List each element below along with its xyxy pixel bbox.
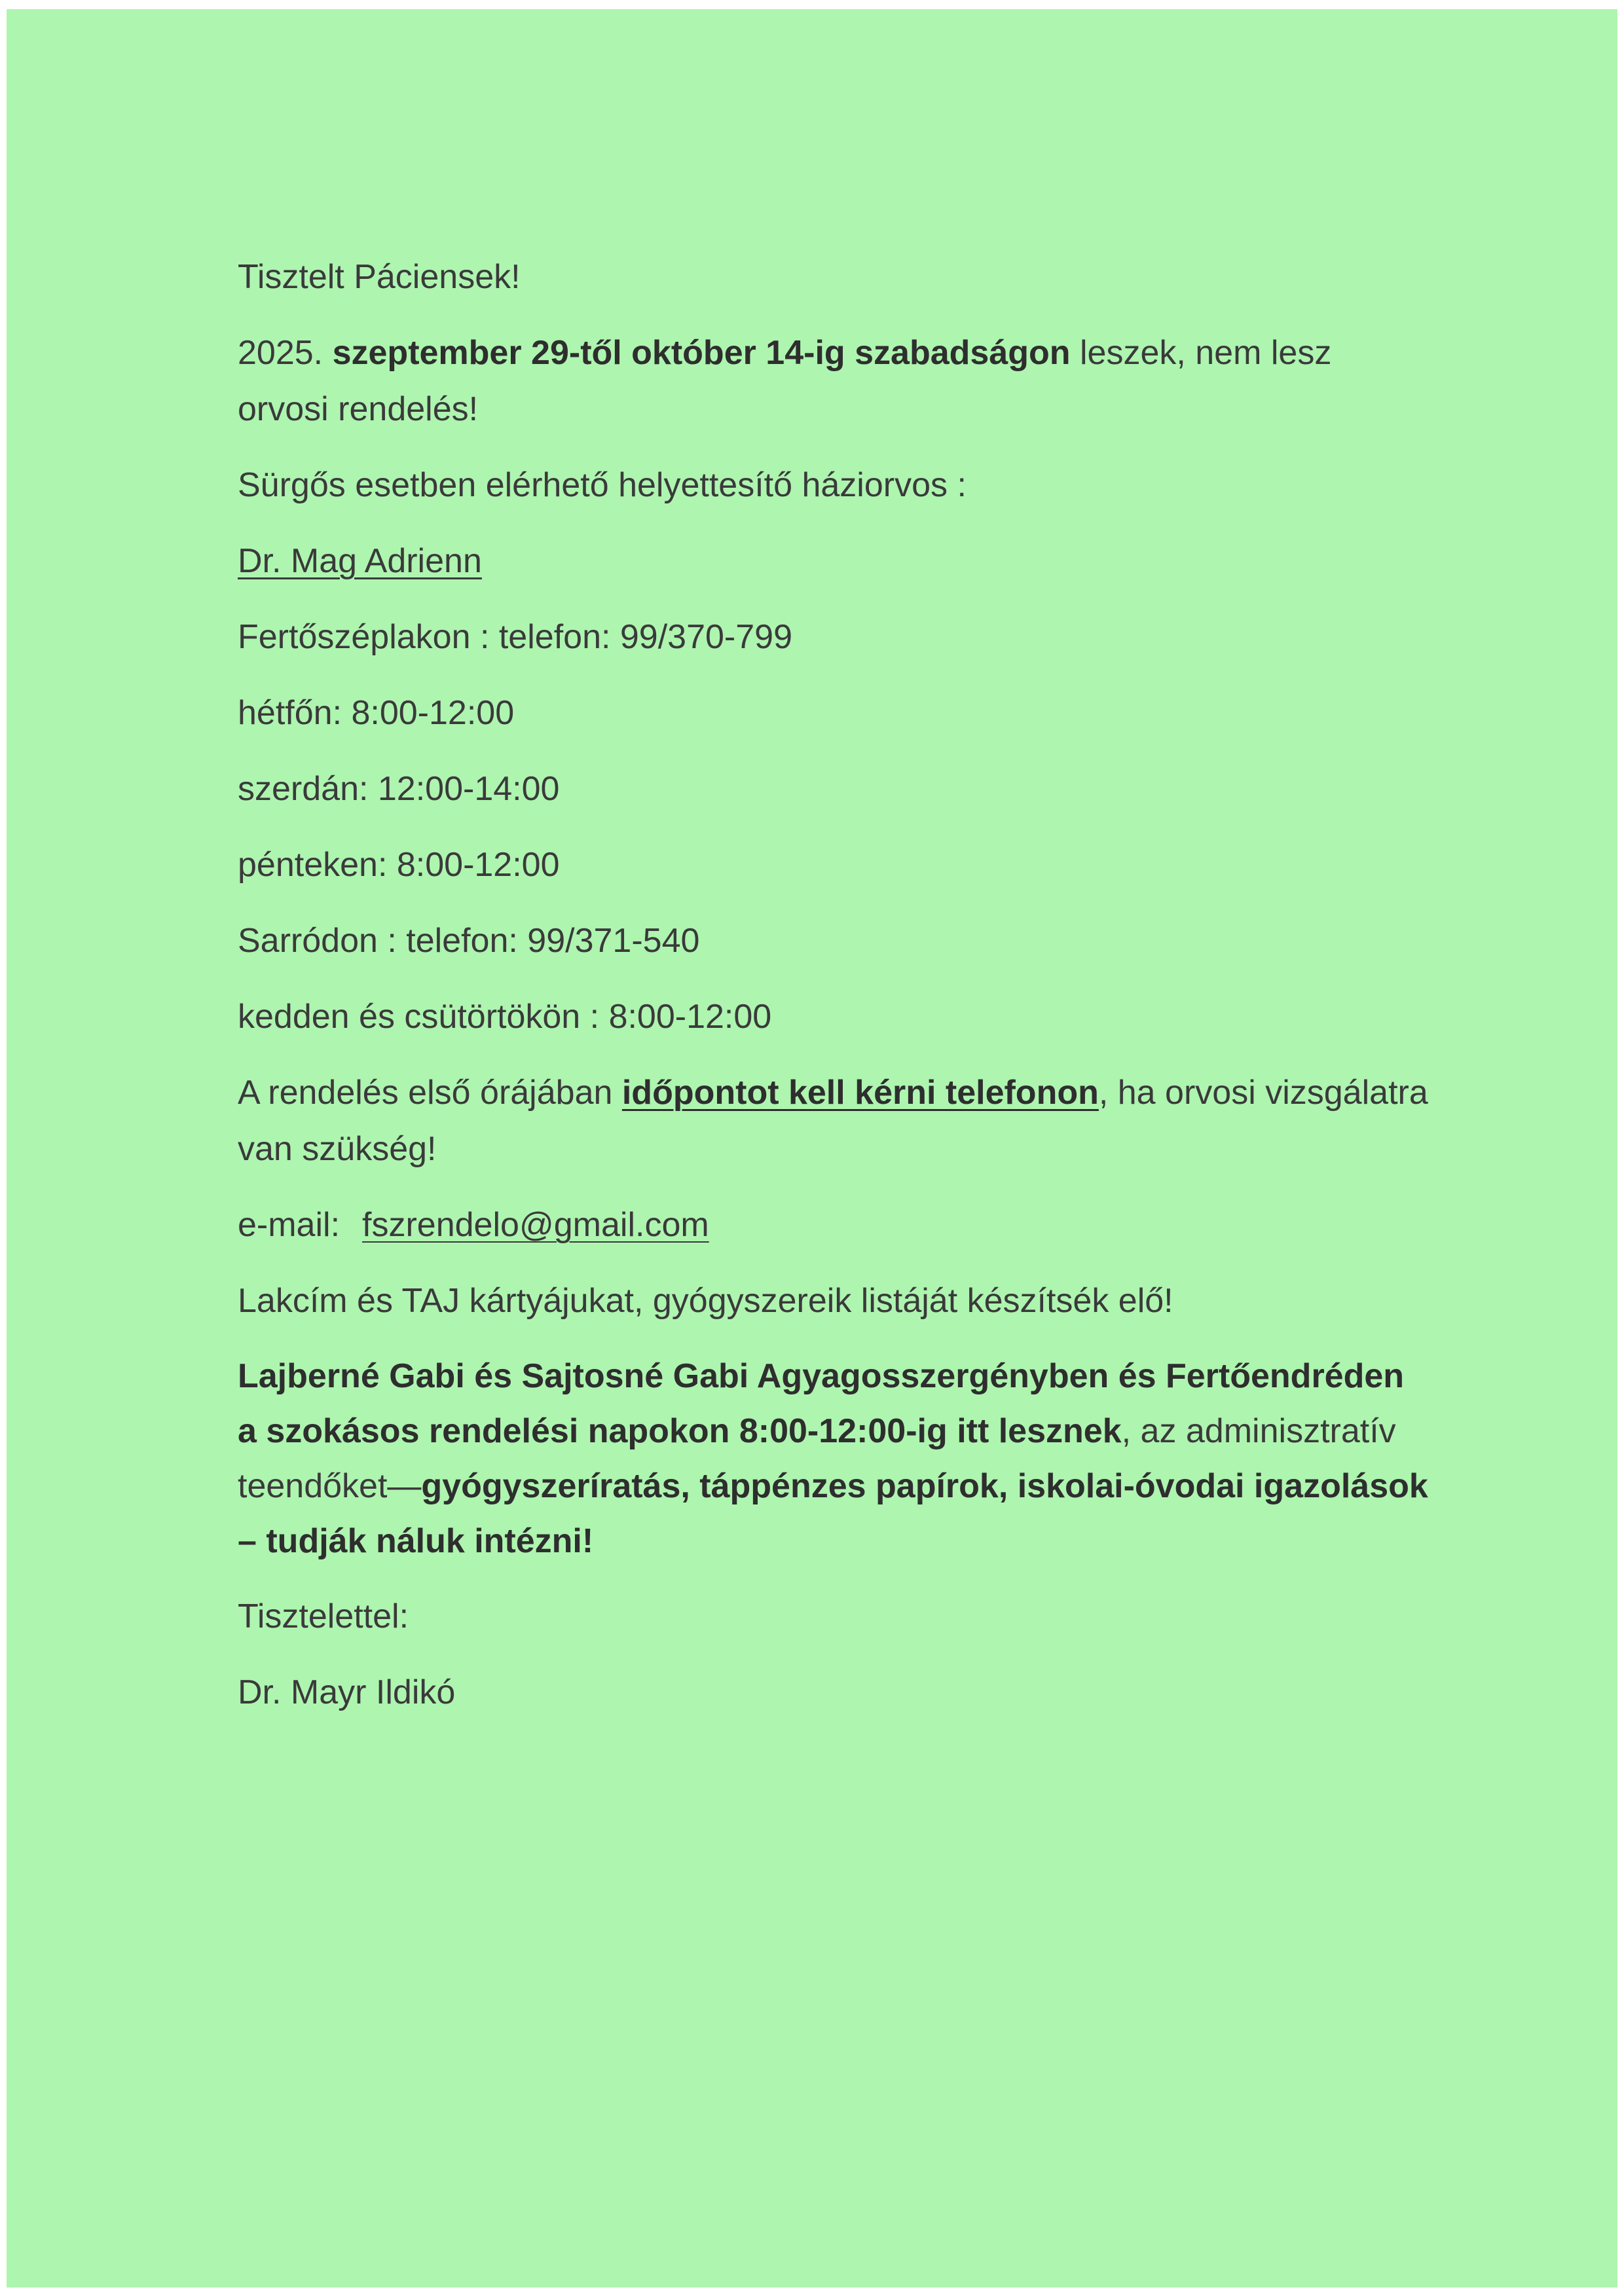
assistants-bold-1: Lajberné Gabi és Sajtosné Gabi Agyagosszergényben és Fertőendréden a szokásos rendelési napokon 8:00-12:00-ig itt lesznek [238,1357,1405,1450]
email-link[interactable]: fszrendelo@gmail.com [362,1206,709,1244]
hours-friday: pénteken: 8:00-12:00 [238,846,560,884]
substitute-name [238,533,1430,589]
hours-monday: hétfőn: 8:00-12:00 [238,694,515,732]
absence-period: szeptember 29-től október 14-ig szabadságon [332,334,1071,372]
assistants-bold-2: gyógyszeríratás, táppénzes papírok, iskolai-óvodai igazolások – tudják náluk intézni! [238,1467,1428,1560]
location-sarrod: Sarródon : telefon: 99/371-540 [238,922,700,960]
signature: Dr. Mayr Ildikó [238,1673,456,1711]
notice-sheet [7,9,1617,2287]
documents-note: Lakcím és TAJ kártyájukat, gyógyszereik listáját készítsék elő! [238,1282,1173,1320]
appointment-note [238,1065,1430,1177]
location-fertoszeplak: Fertőszéplakon : telefon: 99/370-799 [238,618,793,656]
absence-notice [238,325,1430,437]
assistants-note [238,1349,1430,1569]
hours-wednesday: szerdán: 12:00-14:00 [238,770,560,808]
absence-year: 2025. [238,334,323,372]
absence-tail: leszek, nem lesz orvosi rendelés! [238,334,1332,428]
appointment-after: , ha orvosi vizsgálatra van szükség! [238,1074,1428,1168]
letter-body [238,249,1430,1740]
appointment-before: A rendelés első órájában [238,1074,622,1112]
greeting: Tisztelt Páciensek! [238,258,521,296]
email-line [238,1197,1430,1253]
substitute-intro: Sürgős esetben elérhető helyettesítő háziorvos : [238,466,967,504]
appointment-highlight: időpontot kell kérni telefonon [621,1074,1099,1112]
closing: Tisztelettel: [238,1597,409,1635]
hours-tue-thu: kedden és csütörtökön : 8:00-12:00 [238,998,772,1036]
email-label: e-mail: [238,1206,341,1244]
assistants-normal: , az adminisztratív teendőket— [238,1412,1396,1505]
substitute-name-text: Dr. Mag Adrienn [238,542,482,580]
